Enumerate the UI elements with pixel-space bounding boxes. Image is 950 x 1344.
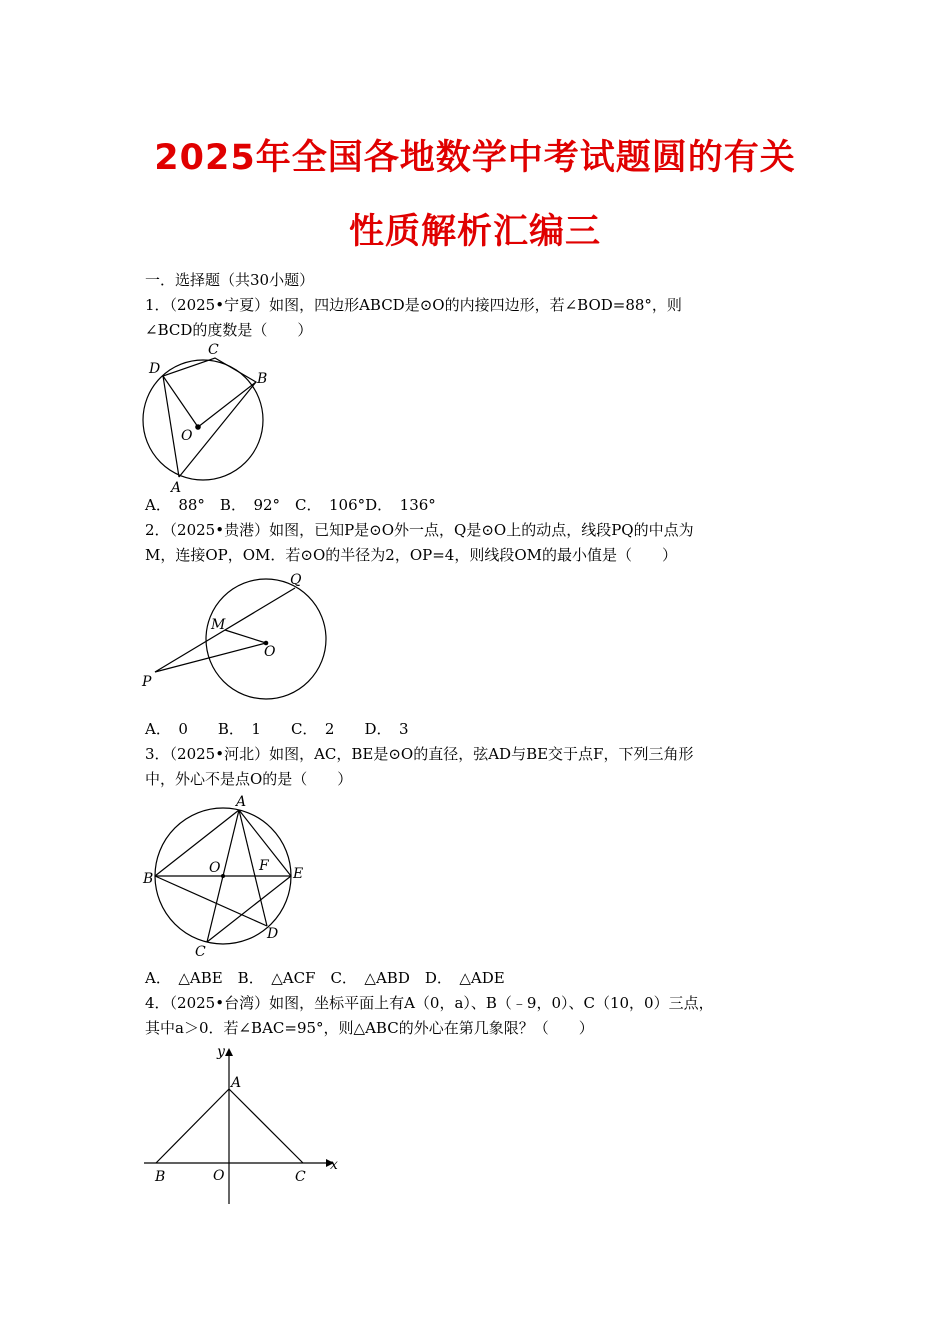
q1-text-line1: 1．（2025•宁夏）如图，四边形ABCD是⊙O的内接四边形，若∠BOD=88°，则 [145,296,682,314]
page-title-line1: 2025年全国各地数学中考试题圆的有关 [154,138,796,178]
q3-label-o: O [209,860,221,876]
q2-figure [138,568,338,698]
q1-label-a: A [171,480,182,496]
q4-label-o: O [213,1168,225,1184]
q2-text-line2: M，连接OP，OM．若⊙O的半径为2，OP=4，则线段OM的最小值是（ ） [145,546,677,564]
q2-label-o: O [264,644,276,660]
q4-text-line2: 其中a＞0．若∠BAC=95°，则△ABC的外心在第几象限？（ ） [145,1019,594,1037]
q1-label-d: D [149,361,161,377]
q4-figure [140,1042,350,1212]
page-title-line2: 性质解析汇编三 [348,212,601,252]
q1-center-dot [195,424,201,430]
q3-label-c: C [195,944,206,960]
q3-figure [137,792,317,962]
q3-label-f: F [259,858,269,874]
q3-label-d: D [267,926,279,942]
q3-label-b: B [143,871,154,887]
q4-text-line1: 4．（2025•台湾）如图，坐标平面上有A（0，a）、B（﹣9，0）、C（10，0）三点， [145,994,714,1012]
section-heading: 一．选择题（共30小题） [145,271,315,289]
q2-text-line1: 2．（2025•贵港）如图，已知P是⊙O外一点，Q是⊙O上的动点，线段PQ的中点为 [145,521,694,539]
q2-label-p: P [142,674,152,690]
q4-label-x: x [330,1157,338,1173]
q4-label-y: y [217,1044,225,1060]
q3-text-line1: 3．（2025•河北）如图，AC，BE是⊙O的直径，弦AD与BE交于点F，下列三角形 [145,745,694,763]
q1-label-c: C [208,342,219,358]
q2-circle [206,579,326,699]
q4-label-c: C [295,1169,306,1185]
q1-label-o: O [181,428,193,444]
q2-options: A． 0 B． 1 C． 2 D． 3 [145,720,409,738]
q3-label-a: A [236,794,247,810]
q1-options: A． 88° B． 92° C． 106°D． 136° [145,496,436,514]
q1-circle [143,360,263,480]
q3-center-dot [221,874,225,878]
q1-figure [135,340,275,495]
q3-label-e: E [293,866,304,882]
q2-label-m: M [211,617,226,633]
q3-text-line2: 中，外心不是点O的是（ ） [145,770,353,788]
q2-label-q: Q [290,572,302,588]
q1-text-line2: ∠BCD的度数是（ ） [145,321,313,339]
q3-options: A． △ABE B． △ACF C． △ABD D． △ADE [145,969,505,987]
q4-label-a: A [231,1075,242,1091]
q4-y-arrow [225,1048,233,1056]
q1-label-b: B [257,371,268,387]
q4-label-b: B [155,1169,166,1185]
